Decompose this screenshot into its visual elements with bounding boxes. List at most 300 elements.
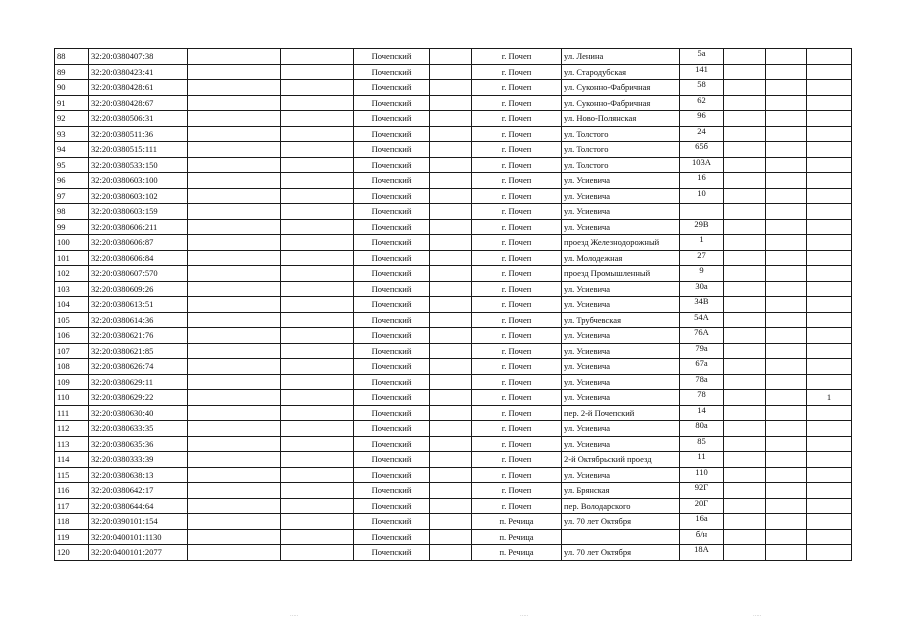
district-cell: [354, 312, 430, 328]
empty-cell: [430, 297, 472, 313]
empty-cell: [724, 545, 766, 561]
street-cell: [562, 390, 680, 406]
empty-cell: [281, 529, 354, 545]
cadastral-number-text: 32:20:0390101:154: [91, 516, 158, 527]
house-number-cell: [680, 266, 724, 282]
empty-cell: [281, 452, 354, 468]
locality-cell: [472, 343, 562, 359]
table-row: [55, 390, 852, 406]
empty-cell: [766, 173, 807, 189]
locality-text: г. Почеп: [501, 485, 532, 496]
empty-cell: [724, 343, 766, 359]
empty-cell: [766, 95, 807, 111]
house-number-cell: [680, 467, 724, 483]
empty-cell: [724, 374, 766, 390]
locality-text: г. Почеп: [501, 237, 532, 248]
empty-cell: [766, 188, 807, 204]
cadastral-number-text: 32:20:0380515:111: [91, 144, 157, 155]
row-number-text: 93: [57, 128, 66, 139]
empty-cell: [724, 64, 766, 80]
house-number-cell: [680, 173, 724, 189]
empty-cell: [281, 390, 354, 406]
street-text: ул. Стародубская: [564, 66, 627, 77]
empty-cell: [188, 49, 281, 65]
house-number-cell: [680, 219, 724, 235]
district-cell: [354, 405, 430, 421]
extra-value-text: 1: [826, 392, 832, 403]
house-number-text: 85: [697, 436, 706, 446]
table-row: [55, 126, 852, 142]
street-text: ул. Ново-Полянская: [564, 113, 637, 124]
locality-cell: [472, 49, 562, 65]
table-row: [55, 529, 852, 545]
house-number-text: 110: [695, 467, 708, 477]
house-number-text: 16: [697, 172, 706, 183]
row-number-cell: [55, 545, 89, 561]
empty-cell: [766, 467, 807, 483]
locality-text: г. Почеп: [501, 376, 532, 387]
table-row: [55, 312, 852, 328]
house-number-text: 92Г: [694, 482, 709, 493]
extra-value-cell: [807, 483, 852, 499]
row-number-cell: [55, 328, 89, 344]
empty-cell: [430, 483, 472, 499]
district-cell: [354, 467, 430, 483]
empty-cell: [281, 188, 354, 204]
row-number-text: 114: [57, 454, 70, 465]
locality-cell: [472, 498, 562, 514]
street-cell: [562, 328, 680, 344]
empty-cell: [766, 219, 807, 235]
empty-cell: [724, 312, 766, 328]
empty-cell: [724, 266, 766, 282]
extra-value-cell: [807, 343, 852, 359]
extra-value-cell: [807, 514, 852, 530]
row-number-cell: [55, 188, 89, 204]
district-cell: [354, 483, 430, 499]
cadastral-number-text: 32:20:0380428:61: [91, 82, 154, 93]
table-row: [55, 157, 852, 173]
cadastral-number-text: 32:20:0380407:38: [91, 51, 154, 62]
cadastral-number-text: 32:20:0380607:570: [91, 268, 158, 279]
empty-cell: [766, 359, 807, 375]
row-number-cell: [55, 49, 89, 65]
empty-cell: [724, 126, 766, 142]
empty-cell: [430, 111, 472, 127]
cadastral-number-text: 32:20:0380621:76: [91, 330, 154, 341]
row-number-cell: [55, 374, 89, 390]
district-text: Почепский: [371, 51, 412, 62]
house-number-text: 34В: [694, 296, 709, 307]
row-number-cell: [55, 250, 89, 266]
street-cell: [562, 374, 680, 390]
locality-text: г. Почеп: [501, 345, 532, 356]
empty-cell: [188, 498, 281, 514]
house-number-cell: [680, 359, 724, 375]
locality-text: г. Почеп: [501, 206, 532, 217]
cadastral-number-cell: [89, 142, 188, 158]
empty-cell: [430, 359, 472, 375]
empty-cell: [281, 483, 354, 499]
district-cell: [354, 49, 430, 65]
extra-value-cell: [807, 250, 852, 266]
locality-cell: [472, 173, 562, 189]
row-number-cell: [55, 142, 89, 158]
row-number-text: 90: [57, 82, 66, 93]
district-text: Почепский: [371, 128, 412, 139]
house-number-text: 11: [697, 451, 706, 462]
empty-cell: [281, 204, 354, 220]
empty-cell: [724, 204, 766, 220]
house-number-cell: [680, 498, 724, 514]
street-text: ул. Усиевича: [564, 221, 611, 232]
house-number-cell: [680, 188, 724, 204]
house-number-text: 76А: [694, 327, 709, 338]
extra-value-cell: [807, 297, 852, 313]
street-cell: [562, 483, 680, 499]
cadastral-number-text: 32:20:0380333:39: [91, 454, 154, 465]
street-text: ул. Толстого: [564, 128, 609, 139]
empty-cell: [430, 250, 472, 266]
house-number-cell: [680, 95, 724, 111]
locality-cell: [472, 64, 562, 80]
street-cell: [562, 529, 680, 545]
cadastral-number-cell: [89, 219, 188, 235]
empty-cell: [724, 452, 766, 468]
empty-cell: [724, 219, 766, 235]
extra-value-cell: [807, 111, 852, 127]
cadastral-number-text: 32:20:0380642:17: [91, 485, 154, 496]
street-text: ул. 70 лет Октября: [564, 516, 631, 527]
row-number-cell: [55, 95, 89, 111]
empty-cell: [430, 343, 472, 359]
cadastral-number-cell: [89, 467, 188, 483]
empty-cell: [724, 405, 766, 421]
locality-cell: [472, 266, 562, 282]
table-row: [55, 343, 852, 359]
empty-cell: [766, 498, 807, 514]
row-number-text: 101: [57, 252, 70, 263]
empty-cell: [281, 281, 354, 297]
district-cell: [354, 142, 430, 158]
street-text: пер. 2-й Почепский: [564, 407, 635, 418]
district-text: Почепский: [371, 97, 412, 108]
row-number-cell: [55, 514, 89, 530]
extra-value-cell: [807, 436, 852, 452]
row-number-text: 92: [57, 113, 66, 124]
district-cell: [354, 80, 430, 96]
district-cell: [354, 173, 430, 189]
street-text: ул. Толстого: [564, 144, 609, 155]
house-number-text: 79а: [695, 343, 708, 353]
empty-cell: [724, 421, 766, 437]
empty-cell: [188, 281, 281, 297]
empty-cell: [281, 312, 354, 328]
street-cell: [562, 126, 680, 142]
row-number-cell: [55, 297, 89, 313]
locality-text: п. Речица: [499, 547, 534, 558]
empty-cell: [281, 359, 354, 375]
locality-cell: [472, 111, 562, 127]
row-number-text: 98: [57, 206, 66, 217]
row-number-text: 100: [57, 237, 70, 248]
house-number-cell: [680, 312, 724, 328]
house-number-cell: [680, 250, 724, 266]
locality-cell: [472, 297, 562, 313]
extra-value-cell: [807, 204, 852, 220]
row-number-cell: [55, 452, 89, 468]
locality-cell: [472, 188, 562, 204]
empty-cell: [430, 64, 472, 80]
district-cell: [354, 343, 430, 359]
cadastral-number-text: 32:20:0380606:84: [91, 252, 154, 263]
district-text: Почепский: [371, 175, 412, 186]
street-cell: [562, 80, 680, 96]
table-row: [55, 49, 852, 65]
extra-value-cell: [807, 173, 852, 189]
house-number-cell: [680, 157, 724, 173]
table-row: [55, 421, 852, 437]
empty-cell: [724, 188, 766, 204]
district-cell: [354, 95, 430, 111]
street-cell: [562, 436, 680, 452]
district-text: Почепский: [371, 283, 412, 294]
district-text: Почепский: [371, 314, 412, 325]
street-text: ул. Трубчевская: [564, 314, 621, 325]
district-cell: [354, 157, 430, 173]
street-cell: [562, 343, 680, 359]
registry-body: [55, 49, 852, 561]
extra-value-cell: [807, 188, 852, 204]
house-number-text: 78: [697, 389, 706, 400]
street-text: ул. Усиевича: [564, 345, 611, 356]
district-cell: [354, 421, 430, 437]
district-text: Почепский: [371, 299, 412, 310]
cadastral-number-text: 32:20:0380644:64: [91, 500, 154, 511]
cadastral-number-text: 32:20:0380609:26: [91, 283, 154, 294]
empty-cell: [766, 235, 807, 251]
table-row: [55, 328, 852, 344]
district-text: Почепский: [371, 113, 412, 124]
empty-cell: [766, 421, 807, 437]
street-cell: [562, 95, 680, 111]
street-text: ул. Усиевича: [564, 392, 611, 403]
empty-cell: [766, 157, 807, 173]
district-cell: [354, 328, 430, 344]
district-cell: [354, 390, 430, 406]
street-text: ул. Усиевича: [564, 283, 611, 294]
empty-cell: [766, 452, 807, 468]
street-cell: [562, 173, 680, 189]
row-number-text: 116: [57, 485, 70, 496]
house-number-text: 62: [697, 95, 706, 105]
street-text: пер. Володарского: [564, 500, 631, 511]
locality-cell: [472, 95, 562, 111]
locality-text: п. Речица: [499, 516, 534, 527]
empty-cell: [281, 64, 354, 80]
row-number-cell: [55, 390, 89, 406]
cadastral-number-cell: [89, 545, 188, 561]
house-number-text: 9: [699, 265, 704, 276]
table-row: [55, 374, 852, 390]
cadastral-number-cell: [89, 498, 188, 514]
locality-cell: [472, 545, 562, 561]
district-text: Почепский: [371, 516, 412, 527]
locality-text: п. Речица: [499, 531, 534, 542]
street-text: ул. Суконно-Фабричная: [564, 97, 651, 108]
empty-cell: [281, 328, 354, 344]
empty-cell: [430, 374, 472, 390]
empty-cell: [724, 49, 766, 65]
table-row: [55, 219, 852, 235]
district-text: Почепский: [371, 159, 412, 170]
row-number-text: 91: [57, 97, 66, 108]
empty-cell: [188, 529, 281, 545]
empty-cell: [188, 467, 281, 483]
district-cell: [354, 436, 430, 452]
row-number-text: 97: [57, 190, 66, 201]
empty-cell: [766, 49, 807, 65]
scan-mark: ·····: [290, 614, 299, 619]
empty-cell: [281, 49, 354, 65]
street-cell: [562, 157, 680, 173]
street-cell: [562, 250, 680, 266]
locality-cell: [472, 80, 562, 96]
empty-cell: [188, 343, 281, 359]
house-number-text: 80а: [695, 420, 708, 431]
street-text: ул. Усиевича: [564, 469, 611, 480]
house-number-cell: [680, 297, 724, 313]
row-number-cell: [55, 359, 89, 375]
locality-cell: [472, 126, 562, 142]
row-number-cell: [55, 467, 89, 483]
locality-text: г. Почеп: [501, 82, 532, 93]
street-cell: [562, 64, 680, 80]
locality-text: г. Почеп: [501, 283, 532, 294]
locality-cell: [472, 328, 562, 344]
empty-cell: [281, 235, 354, 251]
house-number-text: 27: [697, 250, 706, 260]
row-number-text: 102: [57, 268, 70, 279]
empty-cell: [430, 235, 472, 251]
cadastral-number-cell: [89, 80, 188, 96]
row-number-text: 94: [57, 144, 66, 155]
cadastral-number-cell: [89, 250, 188, 266]
locality-text: г. Почеп: [501, 407, 532, 418]
empty-cell: [724, 390, 766, 406]
empty-cell: [430, 436, 472, 452]
cadastral-number-text: 32:20:0400101:2077: [91, 547, 162, 558]
empty-cell: [430, 204, 472, 220]
table-row: [55, 297, 852, 313]
empty-cell: [188, 95, 281, 111]
empty-cell: [430, 173, 472, 189]
locality-cell: [472, 142, 562, 158]
locality-text: г. Почеп: [501, 51, 532, 62]
house-number-text: 24: [697, 126, 706, 136]
street-text: ул. Суконно-Фабричная: [564, 82, 651, 93]
house-number-text: 14: [697, 405, 706, 415]
locality-cell: [472, 157, 562, 173]
house-number-cell: [680, 126, 724, 142]
locality-text: г. Почеп: [501, 438, 532, 449]
locality-cell: [472, 390, 562, 406]
cadastral-number-cell: [89, 266, 188, 282]
cadastral-number-cell: [89, 204, 188, 220]
empty-cell: [281, 126, 354, 142]
empty-cell: [430, 219, 472, 235]
row-number-cell: [55, 80, 89, 96]
district-text: Почепский: [371, 547, 412, 558]
locality-text: г. Почеп: [501, 97, 532, 108]
row-number-cell: [55, 436, 89, 452]
street-cell: [562, 204, 680, 220]
district-cell: [354, 297, 430, 313]
row-number-cell: [55, 266, 89, 282]
empty-cell: [724, 436, 766, 452]
row-number-cell: [55, 483, 89, 499]
cadastral-number-cell: [89, 359, 188, 375]
empty-cell: [724, 173, 766, 189]
empty-cell: [281, 421, 354, 437]
extra-value-cell: [807, 80, 852, 96]
cadastral-number-text: 32:20:0380603:100: [91, 175, 158, 186]
empty-cell: [430, 545, 472, 561]
row-number-text: 118: [57, 516, 70, 527]
empty-cell: [430, 514, 472, 530]
house-number-text: 20Г: [694, 498, 709, 508]
row-number-text: 104: [57, 299, 70, 310]
cadastral-number-cell: [89, 281, 188, 297]
district-cell: [354, 235, 430, 251]
table-row: [55, 95, 852, 111]
empty-cell: [188, 359, 281, 375]
empty-cell: [281, 266, 354, 282]
locality-cell: [472, 312, 562, 328]
empty-cell: [281, 219, 354, 235]
street-text: ул. Усиевича: [564, 206, 611, 217]
empty-cell: [724, 514, 766, 530]
empty-cell: [188, 405, 281, 421]
district-text: Почепский: [371, 345, 412, 356]
cadastral-number-text: 32:20:0380613:51: [91, 299, 154, 310]
cadastral-number-cell: [89, 297, 188, 313]
cadastral-number-cell: [89, 514, 188, 530]
table-row: [55, 405, 852, 421]
table-row: [55, 80, 852, 96]
locality-cell: [472, 436, 562, 452]
empty-cell: [281, 173, 354, 189]
district-text: Почепский: [371, 423, 412, 434]
table-row: [55, 173, 852, 189]
empty-cell: [430, 328, 472, 344]
row-number-text: 107: [57, 345, 70, 356]
street-cell: [562, 545, 680, 561]
locality-text: г. Почеп: [501, 221, 532, 232]
district-cell: [354, 250, 430, 266]
street-cell: [562, 359, 680, 375]
cadastral-number-text: 32:20:0380629:11: [91, 376, 154, 387]
row-number-text: 103: [57, 283, 70, 294]
cadastral-number-cell: [89, 95, 188, 111]
empty-cell: [724, 359, 766, 375]
locality-text: г. Почеп: [501, 175, 532, 186]
cadastral-number-text: 32:20:0380533:150: [91, 159, 158, 170]
empty-cell: [188, 188, 281, 204]
extra-value-cell: [807, 219, 852, 235]
empty-cell: [430, 266, 472, 282]
house-number-cell: [680, 452, 724, 468]
